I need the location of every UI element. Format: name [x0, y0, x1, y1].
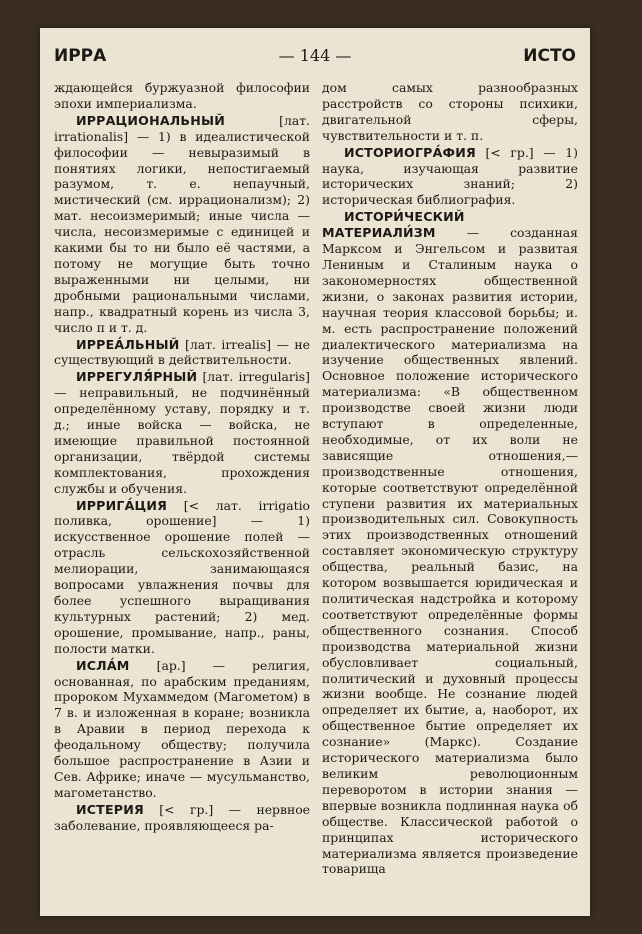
- entry: [54, 337, 310, 369]
- entry-text: [лат. irrationalis] — 1) в идеалистической философии — невыразимый в понятиях логики, непостигаемый разумом, т. е. непаучный, мистический (см. иррационализм); 2) мат. несоизмеримый; иные числа — числа, несоизмеримые с единицей и какими бы то ни было её частями, а потому не могущие быть точно выраженными ни целыми, ни дробными рациональными числами, напр., квадратный корень из числа 3, число π и т. д.: [54, 112, 310, 335]
- entry: [54, 802, 310, 834]
- entry-text: ждающейся буржуазной философии эпохи империализма.: [54, 80, 310, 111]
- entry: [54, 498, 310, 657]
- entry: [322, 145, 578, 209]
- entry-headword: ИСТОРИ́ЧЕСКИЙ МАТЕРИАЛИ́ЗМ: [322, 209, 465, 241]
- header-left-guide-word: ИРРА: [54, 46, 107, 66]
- right-column: [322, 80, 578, 878]
- entry-headword: ИСЛА́М: [76, 657, 130, 673]
- page-number: — 144 —: [278, 46, 352, 65]
- entry-headword: ИРРИГА́ЦИЯ: [76, 497, 168, 513]
- page-header: [54, 46, 576, 72]
- left-column: [54, 80, 310, 835]
- entry-headword: ИРРЕГУЛЯ́РНЫЙ: [76, 369, 198, 385]
- entry-text: [< лат. irrigatio поливка, орошение] — 1) искусственное орошение полей — отрасль сельскохозяйственной мелиорации, занимающаяся вопросами увлажнения почвы для более успешного выращивания культурных растений; 2) мед. орошение, промывание, напр., раны, полости матки.: [54, 497, 310, 656]
- entry: [322, 209, 578, 877]
- entry-headword: ИСТОРИОГРА́ФИЯ: [344, 144, 476, 160]
- entry-headword: ИРРЕА́ЛЬНЫЙ: [76, 336, 180, 352]
- entry-headword: ИРРАЦИОНАЛЬНЫЙ: [76, 112, 225, 128]
- entry: [54, 113, 310, 336]
- entry-text: дом самых разнообразных расстройств со стороны психики, двигательной сферы, чувствительности и т. п.: [322, 80, 578, 143]
- entry: [54, 80, 310, 112]
- entry-text: [< гр.] — 1) наука, изучающая развитие исторических знаний; 2) историческая библиография.: [322, 144, 578, 208]
- entry-headword: ИСТЕРИЯ: [76, 801, 144, 817]
- entry: [54, 369, 310, 496]
- entry-text: — созданная Марксом и Энгельсом и развитая Лениным и Сталиным наука о закономерностях общественной жизни, о законах развития истории, научная теория классовой борьбы; и. м. есть распространение положений диалектического материализма на изучение общественных явлений. Основное положение исторического материализма: «В общественном производстве своей жизни люди вступают в определенные, необходимые, от их воли не зависящие отношения,— производственные отношения, которые соответствуют определённой ступени развития их материальных производительных сил. Совокупность этих производственных отношений составляет экономическую структуру общества, реальный базис, на котором возвышается юридическая и политическая надстройка и которому соответствуют определённые формы общественного сознания. Способ производства материальной жизни обусловливает социальный, политический и духовный процессы жизни вообще. Не сознание людей определяет их бытие, а, наоборот, их общественное бытие определяет их сознание» (Маркс). Создание исторического материализма было великим революционным переворотом в истории знания — впервые возникла подлинная наука об обществе. Классической работой о принципах исторического материализма является произведение товарища: [322, 225, 578, 877]
- entry-text: [лат. irregularis] — неправильный, не подчинённый определённому уставу, порядку и т. д.; иные войска — войска, не имеющие правильной постоянной организации, твёрдой системы комплектования, прохождения службы и обучения.: [54, 369, 310, 496]
- entry-text: [ар.] — религия, основанная, по арабским преданиям, пророком Мухаммедом (Магометом) в 7 в. и изложенная в коране; возникла в Аравии в период перехода к феодальному обществу; получила большое распространение в Азии и Сев. Африке; иначе — мусульманство, магометанство.: [54, 657, 310, 800]
- entry: [54, 658, 310, 801]
- entry-text: [< гр.] — нервное заболевание, проявляющееся ра-: [54, 801, 310, 833]
- dictionary-page: [40, 28, 590, 916]
- entry-text: [лат. irrealis] — не существующий в действительности.: [54, 336, 310, 368]
- entry: [322, 80, 578, 144]
- header-right-guide-word: ИСТО: [523, 46, 576, 66]
